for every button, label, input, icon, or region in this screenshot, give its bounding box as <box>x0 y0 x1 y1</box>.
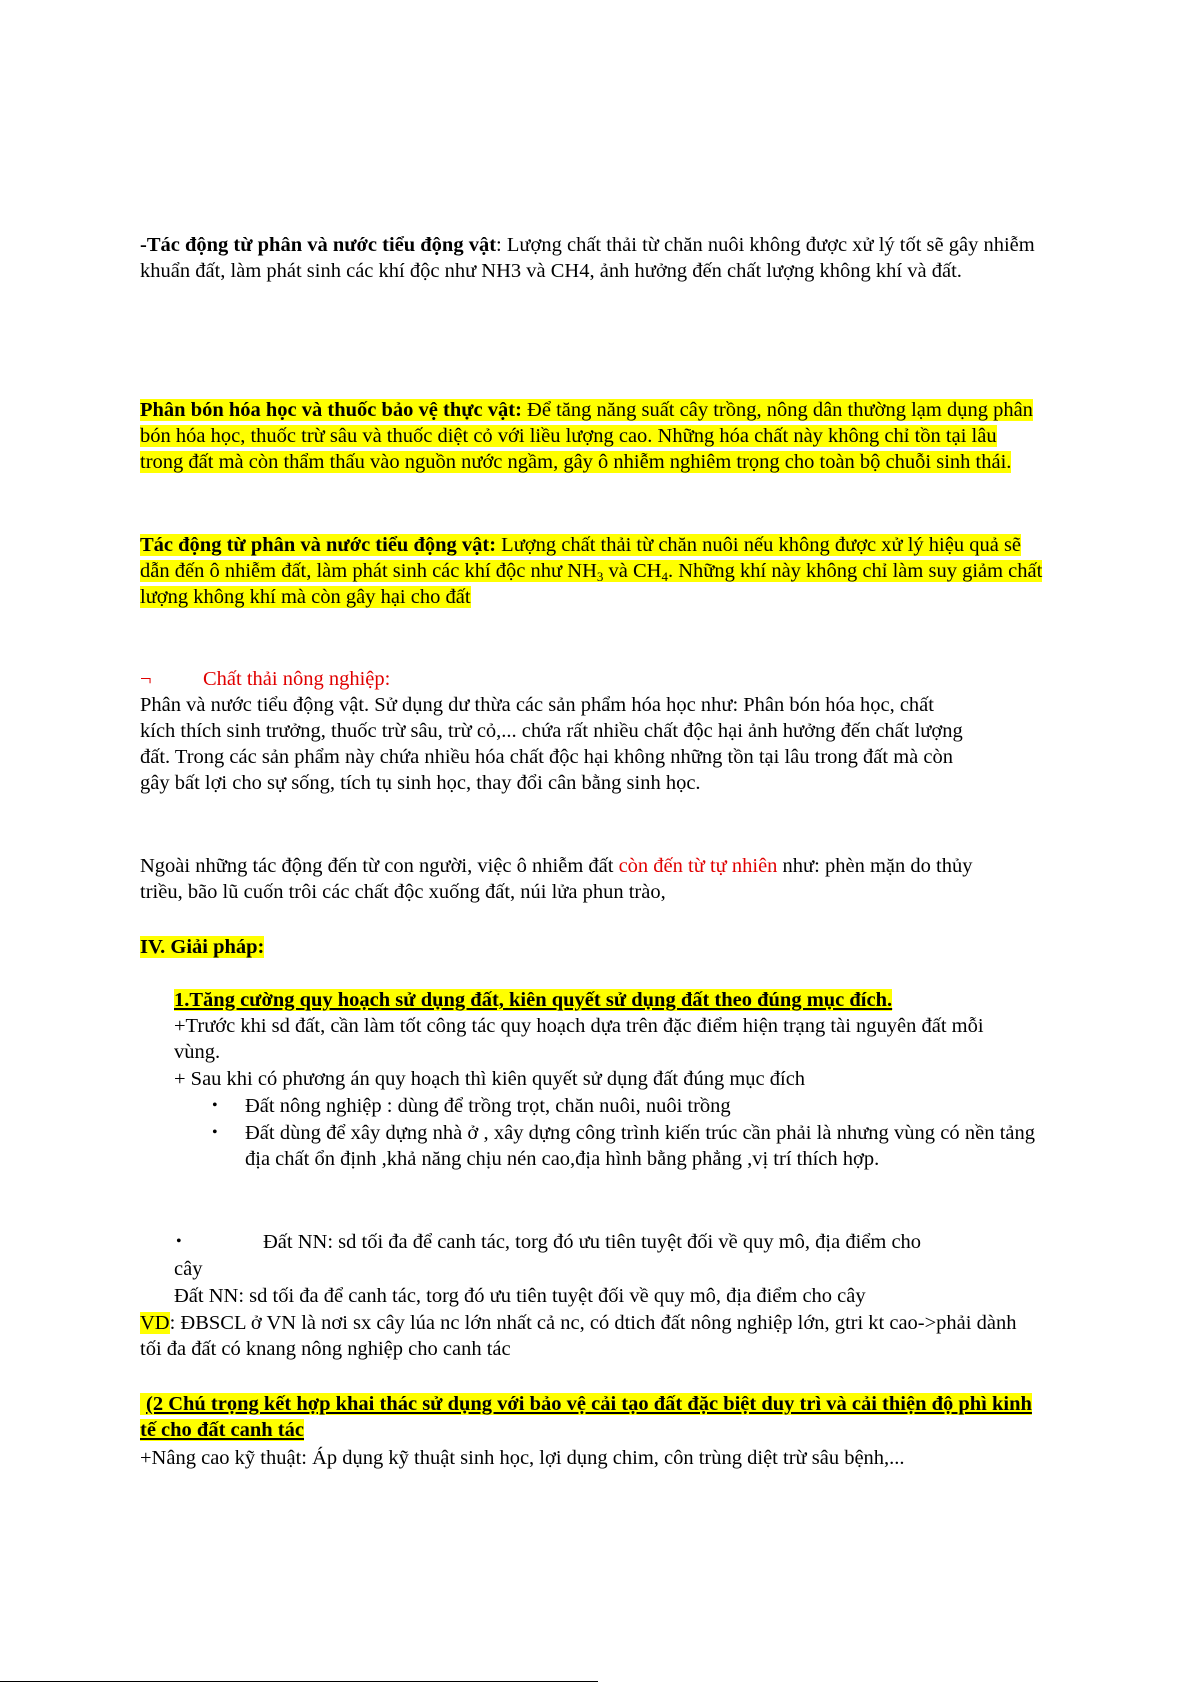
subsection-1-heading <box>174 987 892 1013</box>
planning-paragraph: +Trước khi sd đất, cần làm tốt công tác quy hoạch dựa trên đặc điểm hiện trạng tài nguyên đất mỗi vùng. <box>174 1015 984 1063</box>
bullet-agri-land: Đất nông nghiệp : dùng để trồng trọt, chăn nuôi, nuôi trồng <box>245 1095 731 1117</box>
paragraph-body: Để tăng năng suất cây trồng, nông dân thường lạm dụng phân bón hóa học, thuốc trừ sâu và thuốc diệt cỏ với liều lượng cao. Những hóa chất này không chỉ tồn tại lâu trong đất mà còn thẩm thấu vào nguồn nước ngầm, gây ô nhiễm nghiêm trọng cho toàn bộ chuỗi sinh thái. <box>140 399 1033 473</box>
section-heading-text: IV. Giải pháp: <box>140 936 265 958</box>
example-label: VD <box>140 1312 170 1334</box>
paragraph-body: như: phèn mặn do thủy triều, bão lũ cuốn trôi các chất độc xuống đất, núi lửa phun trào, <box>140 855 973 903</box>
bullet-agri-priority-cont: cây <box>174 1258 203 1280</box>
page-footer-rule <box>0 1681 598 1682</box>
agri-priority-paragraph: Đất NN: sd tối đa để canh tác, torg đó ưu tiên tuyệt đối về quy mô, địa điểm cho cây <box>174 1285 866 1307</box>
natural-cause-paragraph <box>140 853 980 905</box>
paragraph-body: Lượng chất thải từ chăn nuôi nếu không được xử lý hiệu quả sẽ dẫn đến ô nhiễm đất, làm phát sinh các khí độc như NH <box>140 534 1022 582</box>
purpose-paragraph: + Sau khi có phương án quy hoạch thì kiên quyết sử dụng đất đúng mục đích <box>174 1068 806 1090</box>
paragraph-animal-waste-2 <box>140 532 1045 610</box>
paragraph-body: : ĐBSCL ở VN là nơi sx cây lúa nc lớn nhất cả nc, có dtich đất nông nghiệp lớn, gtri kt cao->phải dành tối đa đất có knang nông nghiệp cho canh tác <box>140 1312 1017 1360</box>
paragraph-body: và CH <box>603 560 662 582</box>
bullet-agri-priority: Đất NN: sd tối đa để canh tác, torg đó ưu tiên tuyệt đối về quy mô, địa điểm cho <box>263 1231 922 1253</box>
subsection-2-heading <box>140 1391 1045 1443</box>
subscript: 4 <box>661 569 668 584</box>
agri-paragraph: Phân và nước tiểu động vật. Sử dụng dư thừa các sản phẩm hóa học như: Phân bón hóa học, chất kích thích sinh trưởng, thuốc trừ sâu, trừ cỏ,... chứa rất nhiều chất độc hại ảnh hưởng đến chất lượng đất. Trong các sản phẩm này chứa nhiều hóa chất độc hại không những tồn tại lâu trong đất mà còn gây bất lợi cho sự sống, tích tụ sinh học, thay đổi cân bằng sinh học. <box>140 694 963 794</box>
paragraph-body: . Những khí này không chỉ làm suy giảm chất lượng không khí mà còn gây hại cho đất <box>140 560 1043 608</box>
bullet-dot: • <box>212 1124 218 1141</box>
section-heading <box>140 934 264 960</box>
subsection-1-heading-text: 1.Tăng cường quy hoạch sử dụng đất, kiên quyết sử dụng đất theo đúng mục đích. <box>174 989 893 1011</box>
red-emphasis: còn đến từ tự nhiên <box>618 855 778 877</box>
paragraph-animal-waste <box>140 232 1045 284</box>
paragraph-chemical-fertilizer <box>140 397 1035 475</box>
technique-paragraph: +Nâng cao kỹ thuật: Áp dụng kỹ thuật sinh học, lợi dụng chim, côn trùng diệt trừ sâu bệnh,... <box>140 1447 905 1469</box>
bullet-dot: • <box>176 1233 182 1250</box>
paragraph-lead: -Tác động từ phân và nước tiểu động vật <box>140 234 497 256</box>
example-paragraph <box>140 1310 1040 1362</box>
agri-bullet-symbol: ¬ <box>140 668 152 690</box>
bullet-dot: • <box>212 1097 218 1114</box>
paragraph-body: Ngoài những tác động đến từ con người, việc ô nhiễm đất <box>140 855 619 877</box>
paragraph-lead: Tác động từ phân và nước tiểu động vật: <box>140 534 497 556</box>
paragraph-lead: Phân bón hóa học và thuốc bảo vệ thực vật: <box>140 399 522 421</box>
bullet-construction-land: Đất dùng để xây dựng nhà ở , xây dựng công trình kiến trúc cần phải là nhưng vùng có nền tảng địa chất ổn định ,khả năng chịu nén cao,địa hình bằng phẳng ,vị trí thích hợp. <box>245 1122 1035 1170</box>
paragraph-body: : Lượng chất thải từ chăn nuôi không được xử lý tốt sẽ gây nhiễm khuẩn đất, làm phát sinh các khí độc như NH3 và CH4, ảnh hưởng đến chất lượng không khí và đất. <box>140 234 1035 282</box>
subsection-2-heading-text: (2 Chú trọng kết hợp khai thác sử dụng với bảo vệ cải tạo đất đặc biệt duy trì và cải thiện độ phì kinh tế cho đất canh tác <box>140 1393 1032 1441</box>
subscript: 3 <box>596 569 604 584</box>
agri-heading: Chất thải nông nghiệp: <box>203 668 391 690</box>
